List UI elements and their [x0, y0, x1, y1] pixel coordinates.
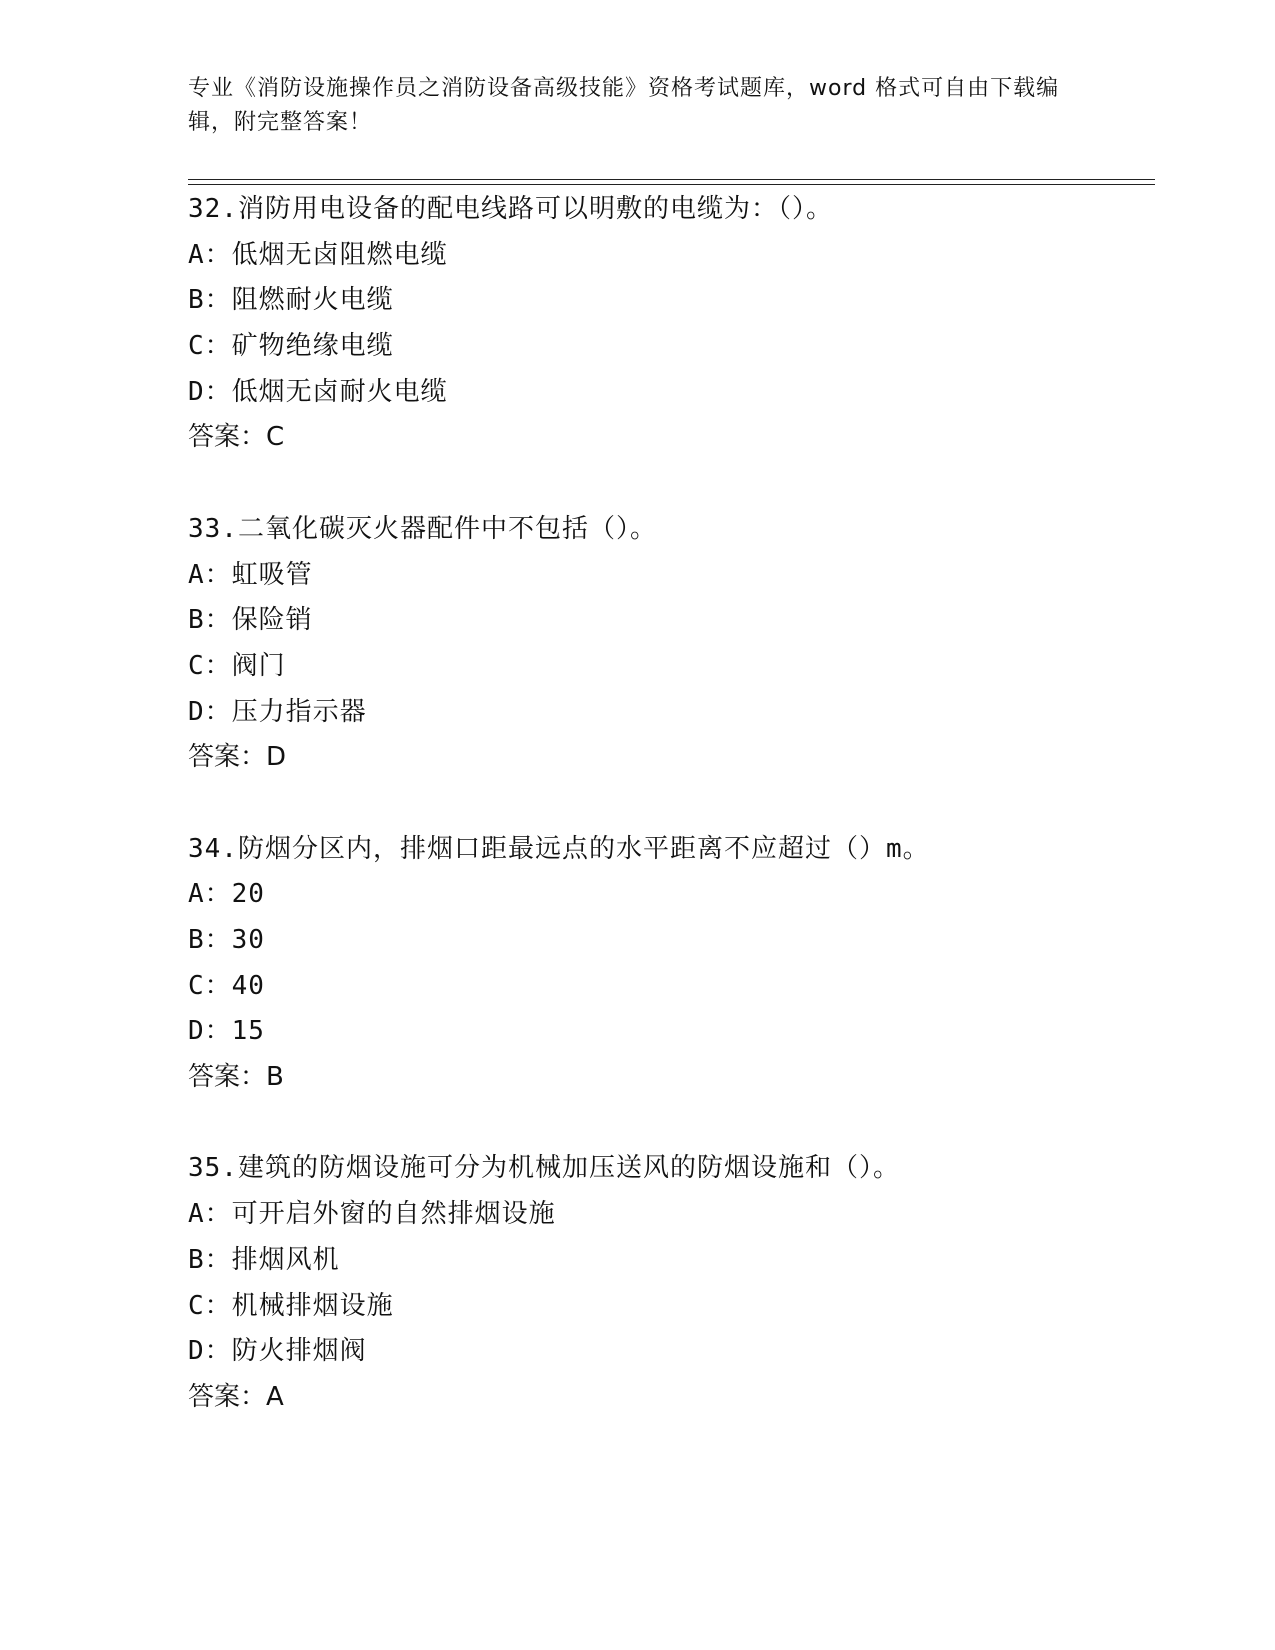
answer-line: 答案：C: [188, 422, 285, 453]
question-spacer: [188, 781, 1148, 827]
question-stem: 34.防烟分区内，排烟口距最远点的水平距离不应超过（）m。: [188, 833, 930, 864]
question-list: [188, 187, 1148, 1421]
option-d: D：低烟无卤耐火电缆: [188, 376, 448, 407]
option-c: C：40: [188, 970, 265, 1001]
question-34: [188, 827, 1148, 1101]
option-a: A：可开启外窗的自然排烟设施: [188, 1199, 556, 1230]
option-c: C：矿物绝缘电缆: [188, 331, 394, 362]
header-divider-top: [188, 179, 1155, 180]
question-stem: 35.建筑的防烟设施可分为机械加压送风的防烟设施和（）。: [188, 1153, 900, 1184]
option-d: D：15: [188, 1016, 265, 1047]
answer-line: 答案：A: [188, 1381, 284, 1412]
option-d: D：压力指示器: [188, 696, 367, 727]
option-c: C：机械排烟设施: [188, 1290, 394, 1321]
header-divider-bottom: [188, 184, 1155, 185]
option-b: B：阻燃耐火电缆: [188, 285, 394, 316]
option-d: D：防火排烟阀: [188, 1336, 367, 1367]
answer-line: 答案：B: [188, 1062, 284, 1093]
option-b: B：排烟风机: [188, 1244, 340, 1275]
document-header: 专业《消防设施操作员之消防设备高级技能》资格考试题库，word 格式可自由下载编辑，附完整答案！: [188, 76, 1060, 135]
option-a: A：20: [188, 879, 265, 910]
question-35: [188, 1146, 1148, 1420]
option-b: B：30: [188, 925, 265, 955]
question-stem: 32.消防用电设备的配电线路可以明敷的电缆为：（）。: [188, 194, 833, 224]
option-c: C：阀门: [188, 650, 286, 681]
option-a: A：低烟无卤阻燃电缆: [188, 239, 448, 270]
option-a: A：虹吸管: [188, 559, 313, 590]
question-32: [188, 187, 1148, 461]
answer-line: 答案：D: [188, 742, 287, 773]
question-stem: 33.二氧化碳灭火器配件中不包括（）。: [188, 513, 657, 544]
question-33: [188, 507, 1148, 781]
option-b: B：保险销: [188, 605, 313, 636]
question-spacer: [188, 1101, 1148, 1147]
question-spacer: [188, 461, 1148, 507]
